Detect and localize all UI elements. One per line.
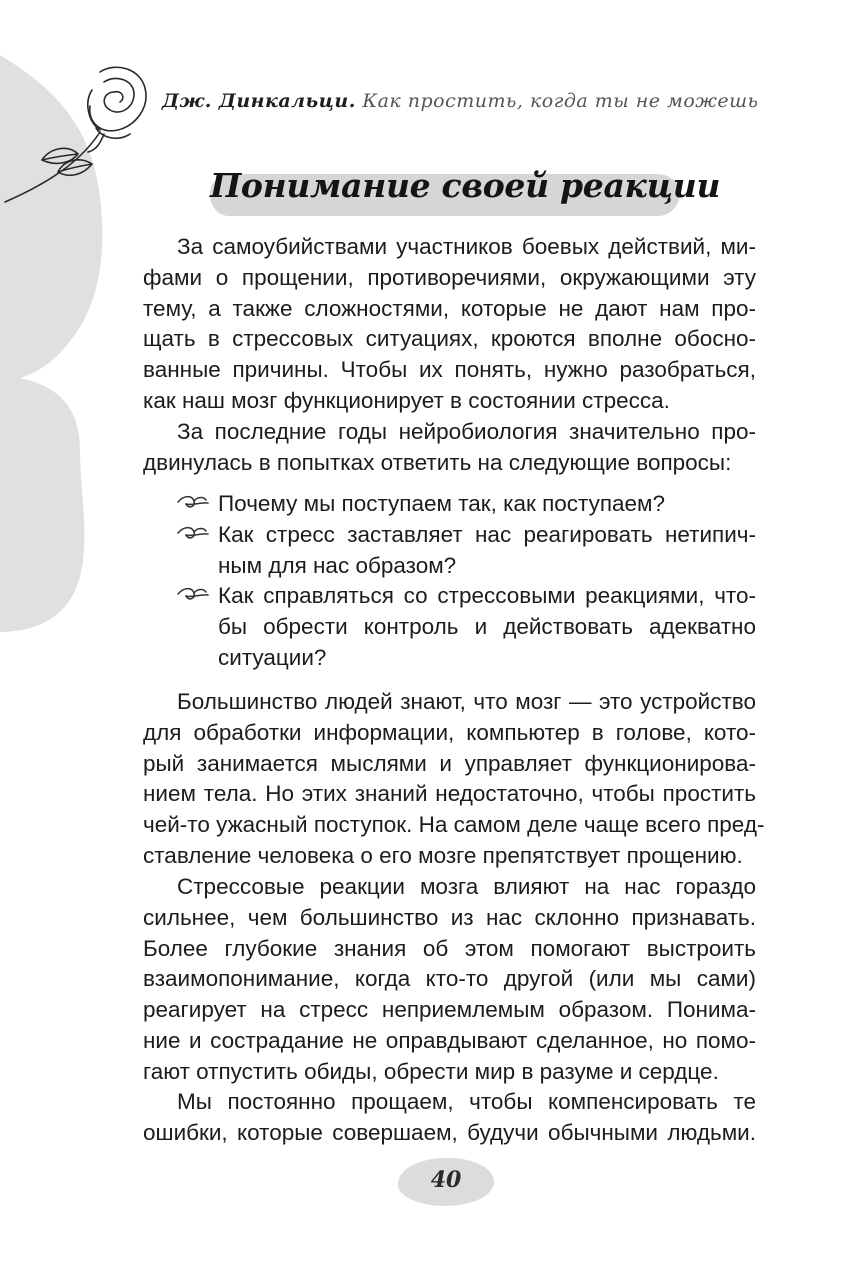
text-line: Более глубокие знания об этом помогают выстроить [143, 935, 756, 961]
text-line: гают отпустить обиды, обрести мир в разуме и сердце. [143, 1058, 719, 1084]
paragraph-2 [143, 417, 756, 479]
swirl-bullet-icon [176, 584, 210, 606]
bullet-line: ным для нас образом? [218, 552, 457, 578]
text-line: сильнее, чем большинство из нас склонно признавать. [143, 904, 756, 930]
paragraph-5 [143, 1087, 756, 1149]
text-line: рый занимается мыслями и управляет функционирова- [143, 750, 756, 776]
paragraph-1 [143, 232, 756, 417]
section-title: Понимание своей реакции [210, 166, 721, 205]
section-heading [210, 160, 721, 222]
bullet-list [176, 489, 756, 674]
bullet-line: ситуации? [218, 644, 327, 670]
list-item [176, 520, 756, 582]
list-item [176, 581, 756, 673]
text-line: За последние годы нейробиология значительно про- [177, 419, 756, 444]
bullet-line: Как справляться со стрессовыми реакциями, что- [218, 583, 756, 609]
text-line: фами о прощении, противоречиями, окружающими эту [143, 264, 756, 290]
text-line: Мы постоянно прощаем, чтобы компенсировать те [177, 1089, 756, 1114]
text-line: За самоубийствами участников боевых действий, ми- [177, 234, 756, 259]
swirl-bullet-icon [176, 492, 210, 514]
list-item [176, 489, 756, 520]
text-line: Большинство людей знают, что мозг — это устройство [177, 689, 756, 714]
page-number-badge [398, 1158, 494, 1206]
text-line: для обработки информации, компьютер в голове, кото- [143, 719, 756, 745]
text-line: чей-то ужасный поступок. На самом деле чаще всего пред- [143, 812, 765, 838]
text-line: как наш мозг функционирует в состоянии стресса. [143, 387, 670, 413]
text-line: нием тела. Но этих знаний недостаточно, чтобы простить [143, 781, 756, 807]
text-line: Стрессовые реакции мозга влияют на нас гораздо [177, 874, 756, 899]
text-line: реагирует на стресс неприемлемым образом. Понима- [143, 997, 756, 1023]
header-separator: . [348, 90, 356, 112]
text-line: ошибки, которые совершаем, будучи обычными людьми. [143, 1119, 756, 1145]
paragraph-4 [143, 872, 756, 1088]
page-number: 40 [430, 1167, 462, 1193]
swirl-bullet-icon [176, 523, 210, 545]
bullet-line: Почему мы поступаем так, как поступаем? [218, 491, 666, 516]
text-line: ванные причины. Чтобы их понять, нужно разобраться, [143, 357, 756, 383]
text-line: щать в стрессовых ситуациях, кроются вполне обосно- [143, 326, 756, 352]
text-line: тему, а также сложностями, которые не дают нам про- [143, 295, 756, 321]
running-header [162, 90, 822, 112]
header-author: Дж. Динкальци [162, 90, 349, 112]
paragraph-3 [143, 687, 765, 872]
rose-icon [0, 60, 160, 210]
header-book-title: Как простить, когда ты не можешь [362, 90, 759, 112]
text-line: ставление человека о его мозге препятствует прощению. [143, 842, 743, 868]
bullet-line: Как стресс заставляет нас реагировать нетипич- [218, 521, 756, 547]
bullet-line: бы обрести контроль и действовать адекватно [218, 614, 756, 640]
text-line: двинулась в попытках ответить на следующие вопросы: [143, 449, 732, 475]
text-line: взаимопонимание, когда кто-то другой (или мы сами) [143, 966, 756, 992]
text-line: ние и сострадание не оправдывают сделанное, но помо- [143, 1027, 756, 1053]
